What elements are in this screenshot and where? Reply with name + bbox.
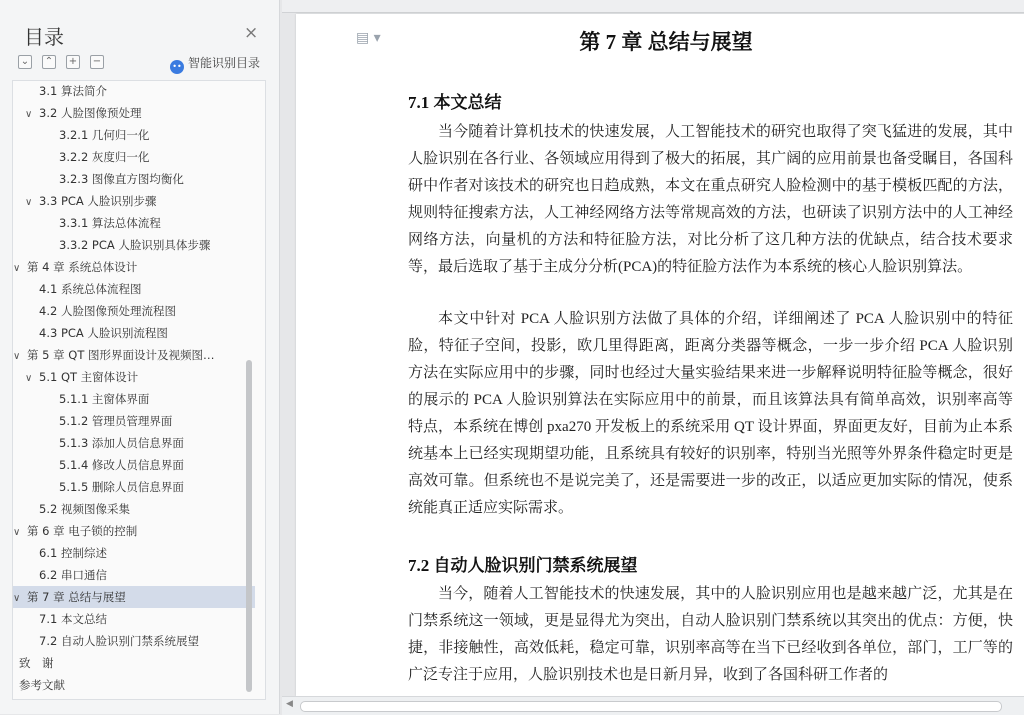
toc-item-label: 5.1.2 管理员管理界面 xyxy=(59,414,173,428)
chapter-title: 第 7 章 总结与展望 xyxy=(579,30,753,54)
chevron-down-icon[interactable]: ∨ xyxy=(25,373,33,384)
chevron-down-icon[interactable]: ∨ xyxy=(13,263,21,274)
toc-item[interactable] xyxy=(13,520,255,542)
toc-item[interactable] xyxy=(13,344,255,366)
toc-item[interactable] xyxy=(13,410,255,432)
toc-item[interactable] xyxy=(13,146,255,168)
collapse-all-icon[interactable]: ⌄ xyxy=(18,55,32,69)
toc-item-label: 3.2.1 几何归一化 xyxy=(59,128,150,142)
close-icon[interactable]: × xyxy=(244,23,259,43)
toc-item-label: 5.1.5 删除人员信息界面 xyxy=(59,480,184,494)
toc-item-label: 5.1.1 主窗体界面 xyxy=(59,392,150,406)
horizontal-scrollbar[interactable] xyxy=(282,696,1024,715)
toc-item[interactable] xyxy=(13,278,255,300)
toc-item[interactable] xyxy=(13,212,255,234)
toc-item-label: 3.1 算法简介 xyxy=(39,84,107,98)
toc-item[interactable] xyxy=(13,102,255,124)
scrollbar-thumb[interactable] xyxy=(300,701,1002,712)
toc-item[interactable] xyxy=(13,608,255,630)
document-page xyxy=(296,14,1024,696)
paragraph-1: 当今随着计算机技术的快速发展，人工智能技术的研究也取得了突飞猛进的发展，其中人脸识别在各行业、各领域应用得到了极大的拓展，其广阔的应用前景也备受瞩目，各国科研中作者对该技术的研究也日趋成熟，本文在重点研究人脸检测中的基于模板匹配的方法，规则特征搜索方法，人工神经网络方法等常规高效的方法，也研读了识别方法中的人工神经网络方法，向量机的方法和特征脸方法，对比分析了这几种方法的优缺点，结合技术要求等，最后选取了基于主成分分析(PCA)的特征脸方法作为本系统的核心人脸识别算法。 xyxy=(408,124,1013,275)
smart-toc-button[interactable] xyxy=(170,54,260,74)
chevron-down-icon[interactable]: ∨ xyxy=(25,197,33,208)
toc-item[interactable] xyxy=(13,454,255,476)
toc-item-label: 6.2 串口通信 xyxy=(39,568,107,582)
toc-item[interactable] xyxy=(13,564,255,586)
toc-item-label: 第 4 章 系统总体设计 xyxy=(27,260,138,274)
toc-item-label: 4.1 系统总体流程图 xyxy=(39,282,142,296)
expand-up-icon[interactable]: ⌃ xyxy=(42,55,56,69)
toc-item[interactable] xyxy=(13,190,255,212)
chevron-down-icon[interactable]: ∨ xyxy=(13,351,21,362)
toc-item[interactable] xyxy=(13,586,255,608)
scroll-left-icon[interactable]: ◀ xyxy=(286,699,293,709)
chevron-down-icon[interactable]: ∨ xyxy=(13,527,21,538)
toc-item[interactable] xyxy=(13,388,255,410)
toc-item-label: 参考文献 xyxy=(19,678,65,692)
paragraph-3: 当今，随着人工智能技术的快速发展，其中的人脸识别应用也是越来越广泛，尤其是在门禁系统这一领域，更是显得尤为突出，自动人脸识别门禁系统以其突出的优点：方便，快捷，非接触性，高效低耗，稳定可靠，识别率高等在当下已经收到各单位，部门，工厂等的广泛专注于应用，人脸识别技术也是日新月异，收到了各国科研工作者的 xyxy=(408,586,1013,683)
ruler-bar xyxy=(282,0,1024,13)
toc-item-label: 3.3 PCA 人脸识别步骤 xyxy=(39,194,157,208)
toc-item-label: 第 5 章 QT 图形界面设计及视频图… xyxy=(27,348,215,362)
minus-icon[interactable]: − xyxy=(90,55,104,69)
toc-item[interactable] xyxy=(13,432,255,454)
paragraph-2: 本文中针对 PCA 人脸识别方法做了具体的介绍，详细阐述了 PCA 人脸识别中的特征脸，特征子空间，投影，欧几里得距离，距离分类器等概念，一步一步介绍 PCA 人脸识别方法在实际应用中的步骤，同时也经过大量实验结果来进一步解释说明特征脸等概念，很好的展示的 PCA 人脸识别算法在实际应用中的前景，而且该算法具有简单高效，识别率高等特点，本系统在博创 pxa270 开发板上的系统采用 QT 设计界面，界面更友好，目前为止本系统基本上已经实现期望功能，且系统具有较好的识别率，特别当光照等外界条件稳定时更是高效可靠。但系统也不是说完美了，还是需要进一步的改正，以适应更加实际的情况，使系统能真正适应实际需求。 xyxy=(408,311,1013,516)
toc-item-label: 第 7 章 总结与展望 xyxy=(27,590,126,604)
toc-item[interactable] xyxy=(13,124,255,146)
toc-item[interactable] xyxy=(13,322,255,344)
toc-item-label: 5.1.4 修改人员信息界面 xyxy=(59,458,184,472)
document-icon[interactable]: ▤ ▾ xyxy=(356,30,381,46)
toc-item-label: 5.1 QT 主窗体设计 xyxy=(39,370,139,384)
toc-item[interactable] xyxy=(13,476,255,498)
toc-item-label: 5.1.3 添加人员信息界面 xyxy=(59,436,184,450)
toc-item-label: 第 6 章 电子锁的控制 xyxy=(27,524,138,538)
toc-item[interactable] xyxy=(13,256,255,278)
toc-item-label: 7.1 本文总结 xyxy=(39,612,107,626)
toc-title: 目录 xyxy=(24,25,64,49)
chevron-down-icon[interactable]: ∨ xyxy=(25,109,33,120)
toc-item[interactable] xyxy=(13,630,255,652)
toc-item[interactable] xyxy=(13,80,255,102)
toc-item-label: 3.3.2 PCA 人脸识别具体步骤 xyxy=(59,238,211,252)
toc-list xyxy=(12,80,266,700)
toc-item[interactable] xyxy=(13,168,255,190)
toc-item[interactable] xyxy=(13,674,255,696)
toc-item-label: 3.2.2 灰度归一化 xyxy=(59,150,150,164)
toc-item-label: 3.3.1 算法总体流程 xyxy=(59,216,161,230)
section-heading-7-2: 7.2 自动人脸识别门禁系统展望 xyxy=(408,556,638,575)
toc-item[interactable] xyxy=(13,652,255,674)
toc-item[interactable] xyxy=(13,542,255,564)
toc-item[interactable] xyxy=(13,300,255,322)
toc-item-label: 3.2 人脸图像预处理 xyxy=(39,106,142,120)
section-heading-7-1: 7.1 本文总结 xyxy=(408,93,502,112)
ai-icon: •• xyxy=(170,60,184,74)
toc-item-label: 4.3 PCA 人脸识别流程图 xyxy=(39,326,168,340)
document-area xyxy=(282,0,1024,714)
toc-item-label: 5.2 视频图像采集 xyxy=(39,502,130,516)
toc-item-label: 4.2 人脸图像预处理流程图 xyxy=(39,304,176,318)
chevron-down-icon[interactable]: ∨ xyxy=(13,593,21,604)
toc-item-label: 致 谢 xyxy=(19,656,54,670)
toc-item[interactable] xyxy=(13,366,255,388)
toc-item[interactable] xyxy=(13,498,255,520)
toc-item-label: 7.2 自动人脸识别门禁系统展望 xyxy=(39,634,199,648)
toc-item-label: 3.2.3 图像直方图均衡化 xyxy=(59,172,184,186)
toc-panel xyxy=(0,0,280,714)
smart-toc-label: 智能识别目录 xyxy=(188,56,261,70)
toc-item-label: 6.1 控制综述 xyxy=(39,546,107,560)
toc-item[interactable] xyxy=(13,234,255,256)
add-icon[interactable]: + xyxy=(66,55,80,69)
toc-scrollbar[interactable] xyxy=(246,360,252,692)
